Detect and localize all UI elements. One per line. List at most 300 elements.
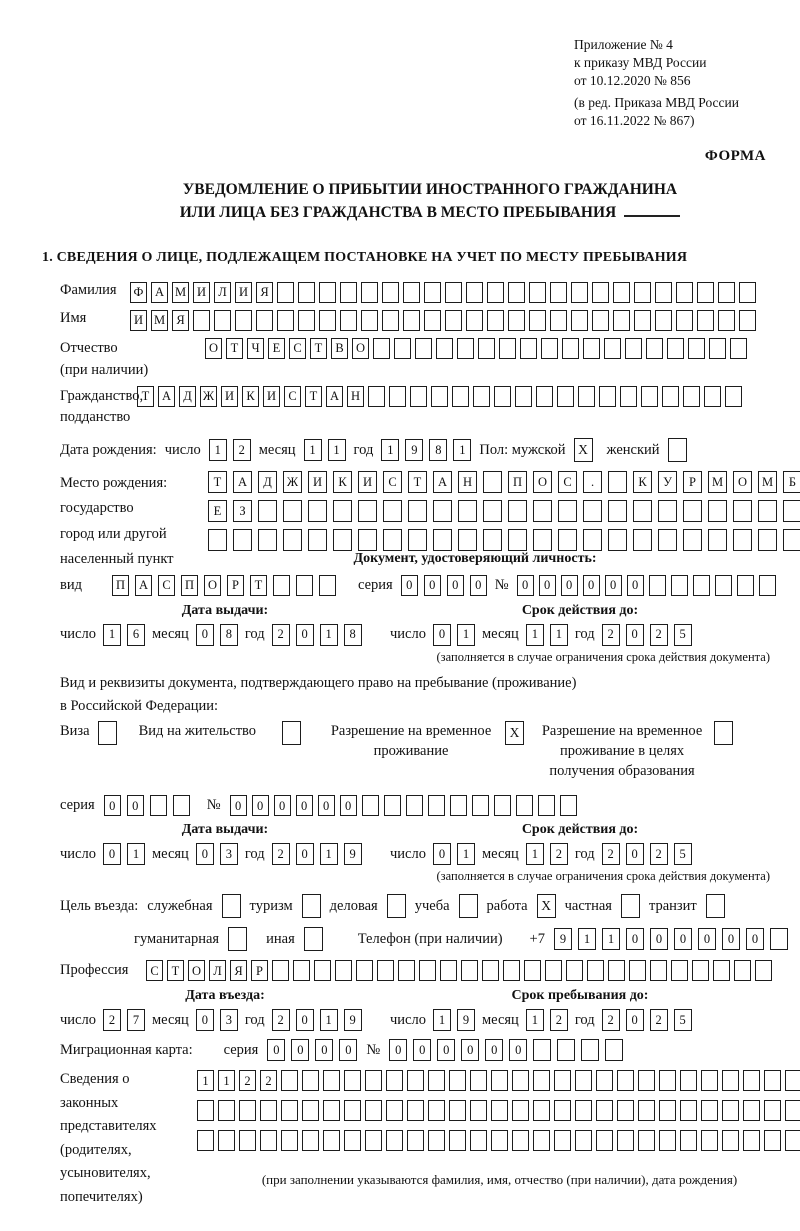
char-cell[interactable]: 0 xyxy=(539,575,556,596)
char-cell[interactable] xyxy=(491,1130,508,1151)
char-cell[interactable] xyxy=(512,1130,529,1151)
char-cell[interactable] xyxy=(764,1130,781,1151)
char-cell[interactable]: Ж xyxy=(200,386,217,407)
char-cell[interactable] xyxy=(386,1100,403,1121)
char-cell[interactable]: 3 xyxy=(220,1009,238,1031)
char-cell[interactable] xyxy=(410,386,427,407)
char-cell[interactable]: 2 xyxy=(550,843,568,865)
char-cell[interactable] xyxy=(344,1100,361,1121)
sex-female-checkbox[interactable] xyxy=(668,438,687,462)
char-cell[interactable] xyxy=(323,1130,340,1151)
char-cell[interactable]: 2 xyxy=(272,624,290,646)
char-cell[interactable] xyxy=(533,1130,550,1151)
char-cell[interactable] xyxy=(361,282,378,303)
char-cell[interactable] xyxy=(770,928,788,950)
char-cell[interactable] xyxy=(655,310,672,331)
char-cell[interactable]: 0 xyxy=(485,1039,503,1061)
char-cell[interactable] xyxy=(608,960,625,981)
residence-permit-checkbox[interactable] xyxy=(282,721,301,745)
char-cell[interactable] xyxy=(638,1100,655,1121)
char-cell[interactable] xyxy=(449,1130,466,1151)
char-cell[interactable]: 0 xyxy=(424,575,441,596)
char-cell[interactable] xyxy=(208,529,227,551)
char-cell[interactable] xyxy=(783,529,800,551)
char-cell[interactable] xyxy=(560,795,577,816)
char-cell[interactable]: 0 xyxy=(401,575,418,596)
char-cell[interactable]: Р xyxy=(251,960,268,981)
char-cell[interactable]: Т xyxy=(310,338,327,359)
char-cell[interactable] xyxy=(356,960,373,981)
char-cell[interactable]: Д xyxy=(258,471,277,493)
purpose-official-checkbox[interactable] xyxy=(222,894,241,918)
char-cell[interactable] xyxy=(620,386,637,407)
char-cell[interactable]: Р xyxy=(227,575,244,596)
char-cell[interactable] xyxy=(458,529,477,551)
char-cell[interactable] xyxy=(428,1130,445,1151)
char-cell[interactable] xyxy=(688,338,705,359)
char-cell[interactable]: Е xyxy=(268,338,285,359)
char-cell[interactable]: 2 xyxy=(272,1009,290,1031)
char-cell[interactable]: П xyxy=(181,575,198,596)
char-cell[interactable] xyxy=(193,310,210,331)
char-cell[interactable] xyxy=(433,529,452,551)
char-cell[interactable]: Т xyxy=(208,471,227,493)
char-cell[interactable]: 0 xyxy=(627,575,644,596)
char-cell[interactable]: 0 xyxy=(461,1039,479,1061)
char-cell[interactable]: 0 xyxy=(698,928,716,950)
char-cell[interactable]: 5 xyxy=(674,843,692,865)
char-cell[interactable] xyxy=(260,1100,277,1121)
char-cell[interactable] xyxy=(649,575,666,596)
char-cell[interactable] xyxy=(419,960,436,981)
char-cell[interactable] xyxy=(638,1130,655,1151)
char-cell[interactable] xyxy=(499,338,516,359)
char-cell[interactable] xyxy=(487,282,504,303)
char-cell[interactable]: 1 xyxy=(328,439,346,461)
char-cell[interactable] xyxy=(483,500,502,522)
char-cell[interactable]: 8 xyxy=(429,439,447,461)
char-cell[interactable]: Р xyxy=(683,471,702,493)
char-cell[interactable]: К xyxy=(242,386,259,407)
char-cell[interactable] xyxy=(516,795,533,816)
char-cell[interactable]: М xyxy=(708,471,727,493)
char-cell[interactable]: 1 xyxy=(320,1009,338,1031)
char-cell[interactable]: 2 xyxy=(602,843,620,865)
char-cell[interactable] xyxy=(692,960,709,981)
char-cell[interactable] xyxy=(676,282,693,303)
char-cell[interactable]: 5 xyxy=(674,1009,692,1031)
char-cell[interactable] xyxy=(407,1100,424,1121)
char-cell[interactable] xyxy=(449,1070,466,1091)
char-cell[interactable]: 0 xyxy=(746,928,764,950)
char-cell[interactable]: Д xyxy=(179,386,196,407)
char-cell[interactable] xyxy=(545,960,562,981)
char-cell[interactable] xyxy=(755,960,772,981)
char-cell[interactable] xyxy=(406,795,423,816)
char-cell[interactable] xyxy=(701,1130,718,1151)
char-cell[interactable] xyxy=(365,1070,382,1091)
char-cell[interactable] xyxy=(487,310,504,331)
char-cell[interactable]: 7 xyxy=(127,1009,145,1031)
char-cell[interactable]: А xyxy=(326,386,343,407)
char-cell[interactable] xyxy=(708,500,727,522)
char-cell[interactable] xyxy=(592,310,609,331)
char-cell[interactable]: 0 xyxy=(674,928,692,950)
char-cell[interactable] xyxy=(783,500,800,522)
char-cell[interactable] xyxy=(281,1130,298,1151)
char-cell[interactable] xyxy=(629,960,646,981)
char-cell[interactable] xyxy=(150,795,167,816)
char-cell[interactable]: 2 xyxy=(650,1009,668,1031)
char-cell[interactable]: 2 xyxy=(233,439,251,461)
char-cell[interactable]: Т xyxy=(167,960,184,981)
char-cell[interactable] xyxy=(708,529,727,551)
char-cell[interactable]: 0 xyxy=(230,795,247,816)
char-cell[interactable] xyxy=(491,1100,508,1121)
char-cell[interactable]: 1 xyxy=(578,928,596,950)
char-cell[interactable]: М xyxy=(758,471,777,493)
char-cell[interactable] xyxy=(383,500,402,522)
char-cell[interactable] xyxy=(733,529,752,551)
char-cell[interactable]: 1 xyxy=(453,439,471,461)
char-cell[interactable]: О xyxy=(352,338,369,359)
char-cell[interactable] xyxy=(428,1100,445,1121)
char-cell[interactable]: О xyxy=(204,575,221,596)
char-cell[interactable] xyxy=(433,500,452,522)
char-cell[interactable] xyxy=(566,960,583,981)
char-cell[interactable]: Т xyxy=(305,386,322,407)
char-cell[interactable] xyxy=(641,386,658,407)
char-cell[interactable]: Я xyxy=(172,310,189,331)
char-cell[interactable] xyxy=(718,282,735,303)
char-cell[interactable] xyxy=(408,500,427,522)
char-cell[interactable]: 0 xyxy=(722,928,740,950)
char-cell[interactable] xyxy=(659,1130,676,1151)
char-cell[interactable] xyxy=(403,310,420,331)
char-cell[interactable] xyxy=(470,1100,487,1121)
char-cell[interactable] xyxy=(483,471,502,493)
char-cell[interactable]: 0 xyxy=(433,843,451,865)
char-cell[interactable]: 0 xyxy=(127,795,144,816)
char-cell[interactable] xyxy=(617,1070,634,1091)
char-cell[interactable] xyxy=(398,960,415,981)
char-cell[interactable] xyxy=(361,310,378,331)
purpose-tourism-checkbox[interactable] xyxy=(302,894,321,918)
char-cell[interactable] xyxy=(550,282,567,303)
char-cell[interactable]: 1 xyxy=(526,843,544,865)
char-cell[interactable] xyxy=(558,500,577,522)
char-cell[interactable] xyxy=(424,282,441,303)
char-cell[interactable] xyxy=(386,1130,403,1151)
char-cell[interactable]: М xyxy=(172,282,189,303)
char-cell[interactable]: И xyxy=(221,386,238,407)
char-cell[interactable] xyxy=(298,310,315,331)
char-cell[interactable]: И xyxy=(263,386,280,407)
char-cell[interactable] xyxy=(173,795,190,816)
char-cell[interactable] xyxy=(704,386,721,407)
char-cell[interactable]: 0 xyxy=(296,1009,314,1031)
char-cell[interactable]: И xyxy=(308,471,327,493)
char-cell[interactable] xyxy=(764,1070,781,1091)
char-cell[interactable]: Б xyxy=(783,471,800,493)
purpose-humanitarian-checkbox[interactable] xyxy=(228,927,247,951)
char-cell[interactable] xyxy=(634,310,651,331)
char-cell[interactable] xyxy=(562,338,579,359)
char-cell[interactable]: 5 xyxy=(674,624,692,646)
char-cell[interactable]: 1 xyxy=(304,439,322,461)
char-cell[interactable] xyxy=(445,282,462,303)
char-cell[interactable] xyxy=(608,500,627,522)
char-cell[interactable] xyxy=(365,1130,382,1151)
char-cell[interactable]: 2 xyxy=(103,1009,121,1031)
char-cell[interactable] xyxy=(671,960,688,981)
char-cell[interactable] xyxy=(382,310,399,331)
char-cell[interactable] xyxy=(633,529,652,551)
char-cell[interactable]: 1 xyxy=(526,1009,544,1031)
char-cell[interactable] xyxy=(256,310,273,331)
char-cell[interactable] xyxy=(701,1070,718,1091)
char-cell[interactable]: Ж xyxy=(283,471,302,493)
char-cell[interactable] xyxy=(323,1100,340,1121)
char-cell[interactable] xyxy=(466,282,483,303)
char-cell[interactable]: 8 xyxy=(344,624,362,646)
char-cell[interactable] xyxy=(550,310,567,331)
char-cell[interactable] xyxy=(512,1070,529,1091)
char-cell[interactable]: Т xyxy=(408,471,427,493)
char-cell[interactable] xyxy=(386,1070,403,1091)
char-cell[interactable] xyxy=(293,960,310,981)
char-cell[interactable] xyxy=(470,1070,487,1091)
char-cell[interactable]: Я xyxy=(256,282,273,303)
char-cell[interactable] xyxy=(436,338,453,359)
char-cell[interactable] xyxy=(730,338,747,359)
char-cell[interactable] xyxy=(335,960,352,981)
char-cell[interactable] xyxy=(575,1070,592,1091)
char-cell[interactable]: 9 xyxy=(457,1009,475,1031)
char-cell[interactable]: 9 xyxy=(344,843,362,865)
char-cell[interactable] xyxy=(394,338,411,359)
char-cell[interactable]: К xyxy=(333,471,352,493)
char-cell[interactable] xyxy=(575,1130,592,1151)
char-cell[interactable] xyxy=(407,1070,424,1091)
char-cell[interactable]: 3 xyxy=(220,843,238,865)
char-cell[interactable] xyxy=(759,575,776,596)
char-cell[interactable] xyxy=(693,575,710,596)
char-cell[interactable]: И xyxy=(358,471,377,493)
char-cell[interactable]: 1 xyxy=(320,843,338,865)
char-cell[interactable]: С xyxy=(284,386,301,407)
char-cell[interactable] xyxy=(533,1100,550,1121)
char-cell[interactable]: Т xyxy=(250,575,267,596)
char-cell[interactable] xyxy=(373,338,390,359)
char-cell[interactable] xyxy=(575,1100,592,1121)
char-cell[interactable] xyxy=(323,1070,340,1091)
char-cell[interactable]: 0 xyxy=(267,1039,285,1061)
char-cell[interactable] xyxy=(428,1070,445,1091)
char-cell[interactable] xyxy=(407,1130,424,1151)
char-cell[interactable] xyxy=(533,1039,551,1061)
char-cell[interactable] xyxy=(676,310,693,331)
char-cell[interactable]: 2 xyxy=(602,624,620,646)
char-cell[interactable] xyxy=(365,1100,382,1121)
char-cell[interactable] xyxy=(358,500,377,522)
char-cell[interactable] xyxy=(281,1100,298,1121)
char-cell[interactable]: 0 xyxy=(296,795,313,816)
char-cell[interactable]: С xyxy=(158,575,175,596)
char-cell[interactable]: И xyxy=(130,310,147,331)
char-cell[interactable]: П xyxy=(112,575,129,596)
char-cell[interactable] xyxy=(554,1130,571,1151)
char-cell[interactable] xyxy=(725,386,742,407)
char-cell[interactable]: 0 xyxy=(437,1039,455,1061)
char-cell[interactable] xyxy=(613,282,630,303)
char-cell[interactable] xyxy=(197,1100,214,1121)
char-cell[interactable]: 0 xyxy=(447,575,464,596)
char-cell[interactable] xyxy=(218,1100,235,1121)
char-cell[interactable]: И xyxy=(193,282,210,303)
char-cell[interactable] xyxy=(634,282,651,303)
char-cell[interactable] xyxy=(239,1100,256,1121)
char-cell[interactable] xyxy=(658,500,677,522)
char-cell[interactable] xyxy=(743,1100,760,1121)
char-cell[interactable]: П xyxy=(508,471,527,493)
char-cell[interactable]: А xyxy=(433,471,452,493)
char-cell[interactable]: 0 xyxy=(291,1039,309,1061)
char-cell[interactable]: 0 xyxy=(605,575,622,596)
char-cell[interactable] xyxy=(722,1130,739,1151)
char-cell[interactable] xyxy=(281,1070,298,1091)
char-cell[interactable] xyxy=(715,575,732,596)
char-cell[interactable] xyxy=(235,310,252,331)
char-cell[interactable]: Т xyxy=(137,386,154,407)
char-cell[interactable]: 1 xyxy=(457,624,475,646)
char-cell[interactable]: С xyxy=(558,471,577,493)
char-cell[interactable]: С xyxy=(289,338,306,359)
char-cell[interactable] xyxy=(680,1100,697,1121)
char-cell[interactable] xyxy=(683,529,702,551)
char-cell[interactable]: 0 xyxy=(650,928,668,950)
char-cell[interactable]: 0 xyxy=(626,624,644,646)
char-cell[interactable] xyxy=(743,1130,760,1151)
temp-residence-edu-checkbox[interactable] xyxy=(714,721,733,745)
char-cell[interactable] xyxy=(214,310,231,331)
char-cell[interactable] xyxy=(482,960,499,981)
char-cell[interactable]: 0 xyxy=(517,575,534,596)
char-cell[interactable] xyxy=(739,310,756,331)
char-cell[interactable] xyxy=(571,282,588,303)
char-cell[interactable] xyxy=(538,795,555,816)
char-cell[interactable]: О xyxy=(733,471,752,493)
char-cell[interactable] xyxy=(680,1130,697,1151)
char-cell[interactable] xyxy=(283,500,302,522)
char-cell[interactable] xyxy=(655,282,672,303)
char-cell[interactable] xyxy=(302,1130,319,1151)
char-cell[interactable] xyxy=(431,386,448,407)
char-cell[interactable]: 0 xyxy=(561,575,578,596)
char-cell[interactable]: К xyxy=(633,471,652,493)
char-cell[interactable] xyxy=(557,386,574,407)
char-cell[interactable]: Л xyxy=(209,960,226,981)
char-cell[interactable]: М xyxy=(151,310,168,331)
char-cell[interactable]: 1 xyxy=(103,624,121,646)
char-cell[interactable] xyxy=(258,500,277,522)
char-cell[interactable] xyxy=(608,529,627,551)
char-cell[interactable]: 1 xyxy=(602,928,620,950)
char-cell[interactable] xyxy=(508,529,527,551)
char-cell[interactable] xyxy=(554,1070,571,1091)
visa-checkbox[interactable] xyxy=(98,721,117,745)
char-cell[interactable]: 2 xyxy=(602,1009,620,1031)
char-cell[interactable] xyxy=(333,529,352,551)
char-cell[interactable] xyxy=(743,1070,760,1091)
char-cell[interactable]: С xyxy=(383,471,402,493)
char-cell[interactable] xyxy=(520,338,537,359)
char-cell[interactable] xyxy=(308,500,327,522)
char-cell[interactable] xyxy=(604,338,621,359)
char-cell[interactable] xyxy=(758,500,777,522)
char-cell[interactable]: 6 xyxy=(127,624,145,646)
char-cell[interactable] xyxy=(340,282,357,303)
char-cell[interactable] xyxy=(680,1070,697,1091)
char-cell[interactable] xyxy=(239,1130,256,1151)
char-cell[interactable] xyxy=(581,1039,599,1061)
char-cell[interactable]: . xyxy=(583,471,602,493)
char-cell[interactable] xyxy=(450,795,467,816)
char-cell[interactable]: 1 xyxy=(320,624,338,646)
char-cell[interactable]: 1 xyxy=(526,624,544,646)
char-cell[interactable]: Е xyxy=(208,500,227,522)
char-cell[interactable]: Л xyxy=(214,282,231,303)
char-cell[interactable] xyxy=(734,960,751,981)
char-cell[interactable]: 1 xyxy=(197,1070,214,1091)
char-cell[interactable]: 0 xyxy=(626,928,644,950)
char-cell[interactable]: 9 xyxy=(554,928,572,950)
char-cell[interactable] xyxy=(333,500,352,522)
char-cell[interactable]: 2 xyxy=(550,1009,568,1031)
char-cell[interactable]: В xyxy=(331,338,348,359)
char-cell[interactable] xyxy=(529,282,546,303)
char-cell[interactable] xyxy=(683,500,702,522)
char-cell[interactable]: 0 xyxy=(389,1039,407,1061)
char-cell[interactable] xyxy=(613,310,630,331)
char-cell[interactable] xyxy=(494,386,511,407)
char-cell[interactable] xyxy=(260,1130,277,1151)
char-cell[interactable] xyxy=(298,282,315,303)
char-cell[interactable] xyxy=(533,500,552,522)
char-cell[interactable] xyxy=(472,795,489,816)
char-cell[interactable]: 0 xyxy=(104,795,121,816)
char-cell[interactable] xyxy=(737,575,754,596)
char-cell[interactable]: О xyxy=(188,960,205,981)
char-cell[interactable] xyxy=(197,1130,214,1151)
char-cell[interactable] xyxy=(403,282,420,303)
char-cell[interactable]: Я xyxy=(230,960,247,981)
char-cell[interactable]: 1 xyxy=(218,1070,235,1091)
char-cell[interactable] xyxy=(440,960,457,981)
char-cell[interactable] xyxy=(533,1070,550,1091)
char-cell[interactable] xyxy=(302,1100,319,1121)
char-cell[interactable] xyxy=(470,1130,487,1151)
char-cell[interactable] xyxy=(605,1039,623,1061)
char-cell[interactable]: 0 xyxy=(274,795,291,816)
char-cell[interactable] xyxy=(368,386,385,407)
char-cell[interactable]: 0 xyxy=(315,1039,333,1061)
char-cell[interactable] xyxy=(362,795,379,816)
char-cell[interactable]: 2 xyxy=(260,1070,277,1091)
char-cell[interactable] xyxy=(515,386,532,407)
char-cell[interactable] xyxy=(596,1070,613,1091)
char-cell[interactable]: 0 xyxy=(470,575,487,596)
